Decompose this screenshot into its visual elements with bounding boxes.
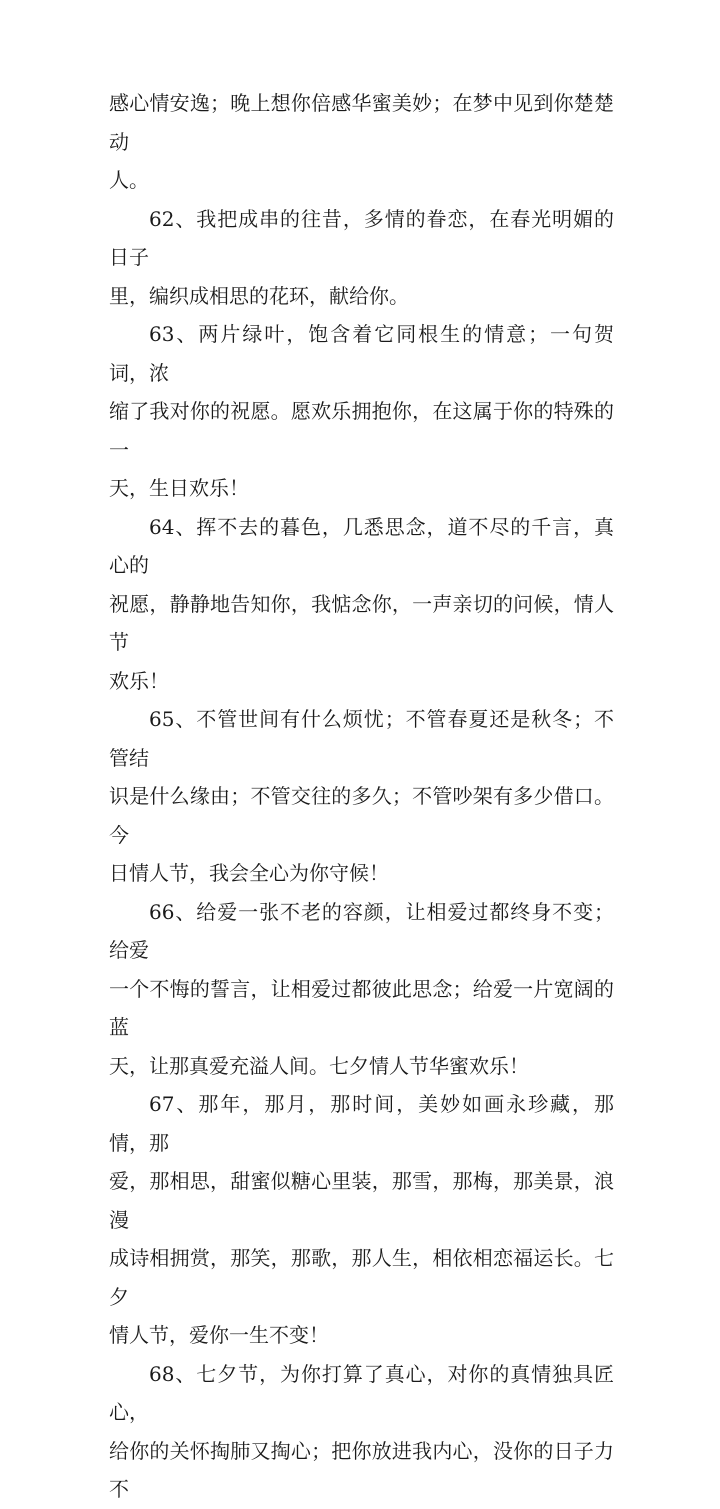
- paragraph-63: 63、两片绿叶，饱含着它同根生的情意；一句贺词，浓 缩了我对你的祝愿。愿欢乐拥抱你，在这属于你的特殊的一 天，生日欢乐！: [109, 322, 614, 500]
- paragraph-64: 64、挥不去的暮色，几悉思念，道不尽的千言，真心的 祝愿，静静地告知你，我惦念你，一声亲切的问候，情人节 欢乐！: [109, 514, 614, 693]
- paragraph-66: 66、给爱一张不老的容颜，让相爱过都终身不变；给爱 一个不悔的誓言，让相爱过都彼此思念；给爱一片宽阔的蓝 天，让那真爱充溢人间。七夕情人节华蜜欢乐！: [109, 899, 614, 1078]
- paragraph-continuation: 感心情安逸；晚上想你倍感华蜜美妙；在梦中见到你楚楚动 人。: [109, 91, 614, 192]
- paragraph-62: 62、我把成串的往昔，多情的眷恋，在春光明媚的日子 里，编织成相思的花环，献给你。: [109, 206, 614, 308]
- document-body: [109, 84, 614, 1509]
- paragraph-67: 67、那年，那月，那时间，美妙如画永珍藏，那情，那 爱，那相思，甜蜜似糖心里装，那雪，那梅，那美景，浪漫 成诗相拥赏，那笑，那歌，那人生，相依相恋福运长。七夕 情人节，爱你一生不变！: [109, 1092, 614, 1347]
- paragraph-65: 65、不管世间有什么烦忧；不管春夏还是秋冬；不管结 识是什么缘由；不管交往的多久；不管吵架有多少借口。今 日情人节，我会全心为你守候！: [109, 707, 614, 885]
- paragraph-68: 68、七夕节，为你打算了真心，对你的真情独具匠心， 给你的关怀掏肺又掏心；把你放进我内心，没你的日子力不: [109, 1361, 614, 1501]
